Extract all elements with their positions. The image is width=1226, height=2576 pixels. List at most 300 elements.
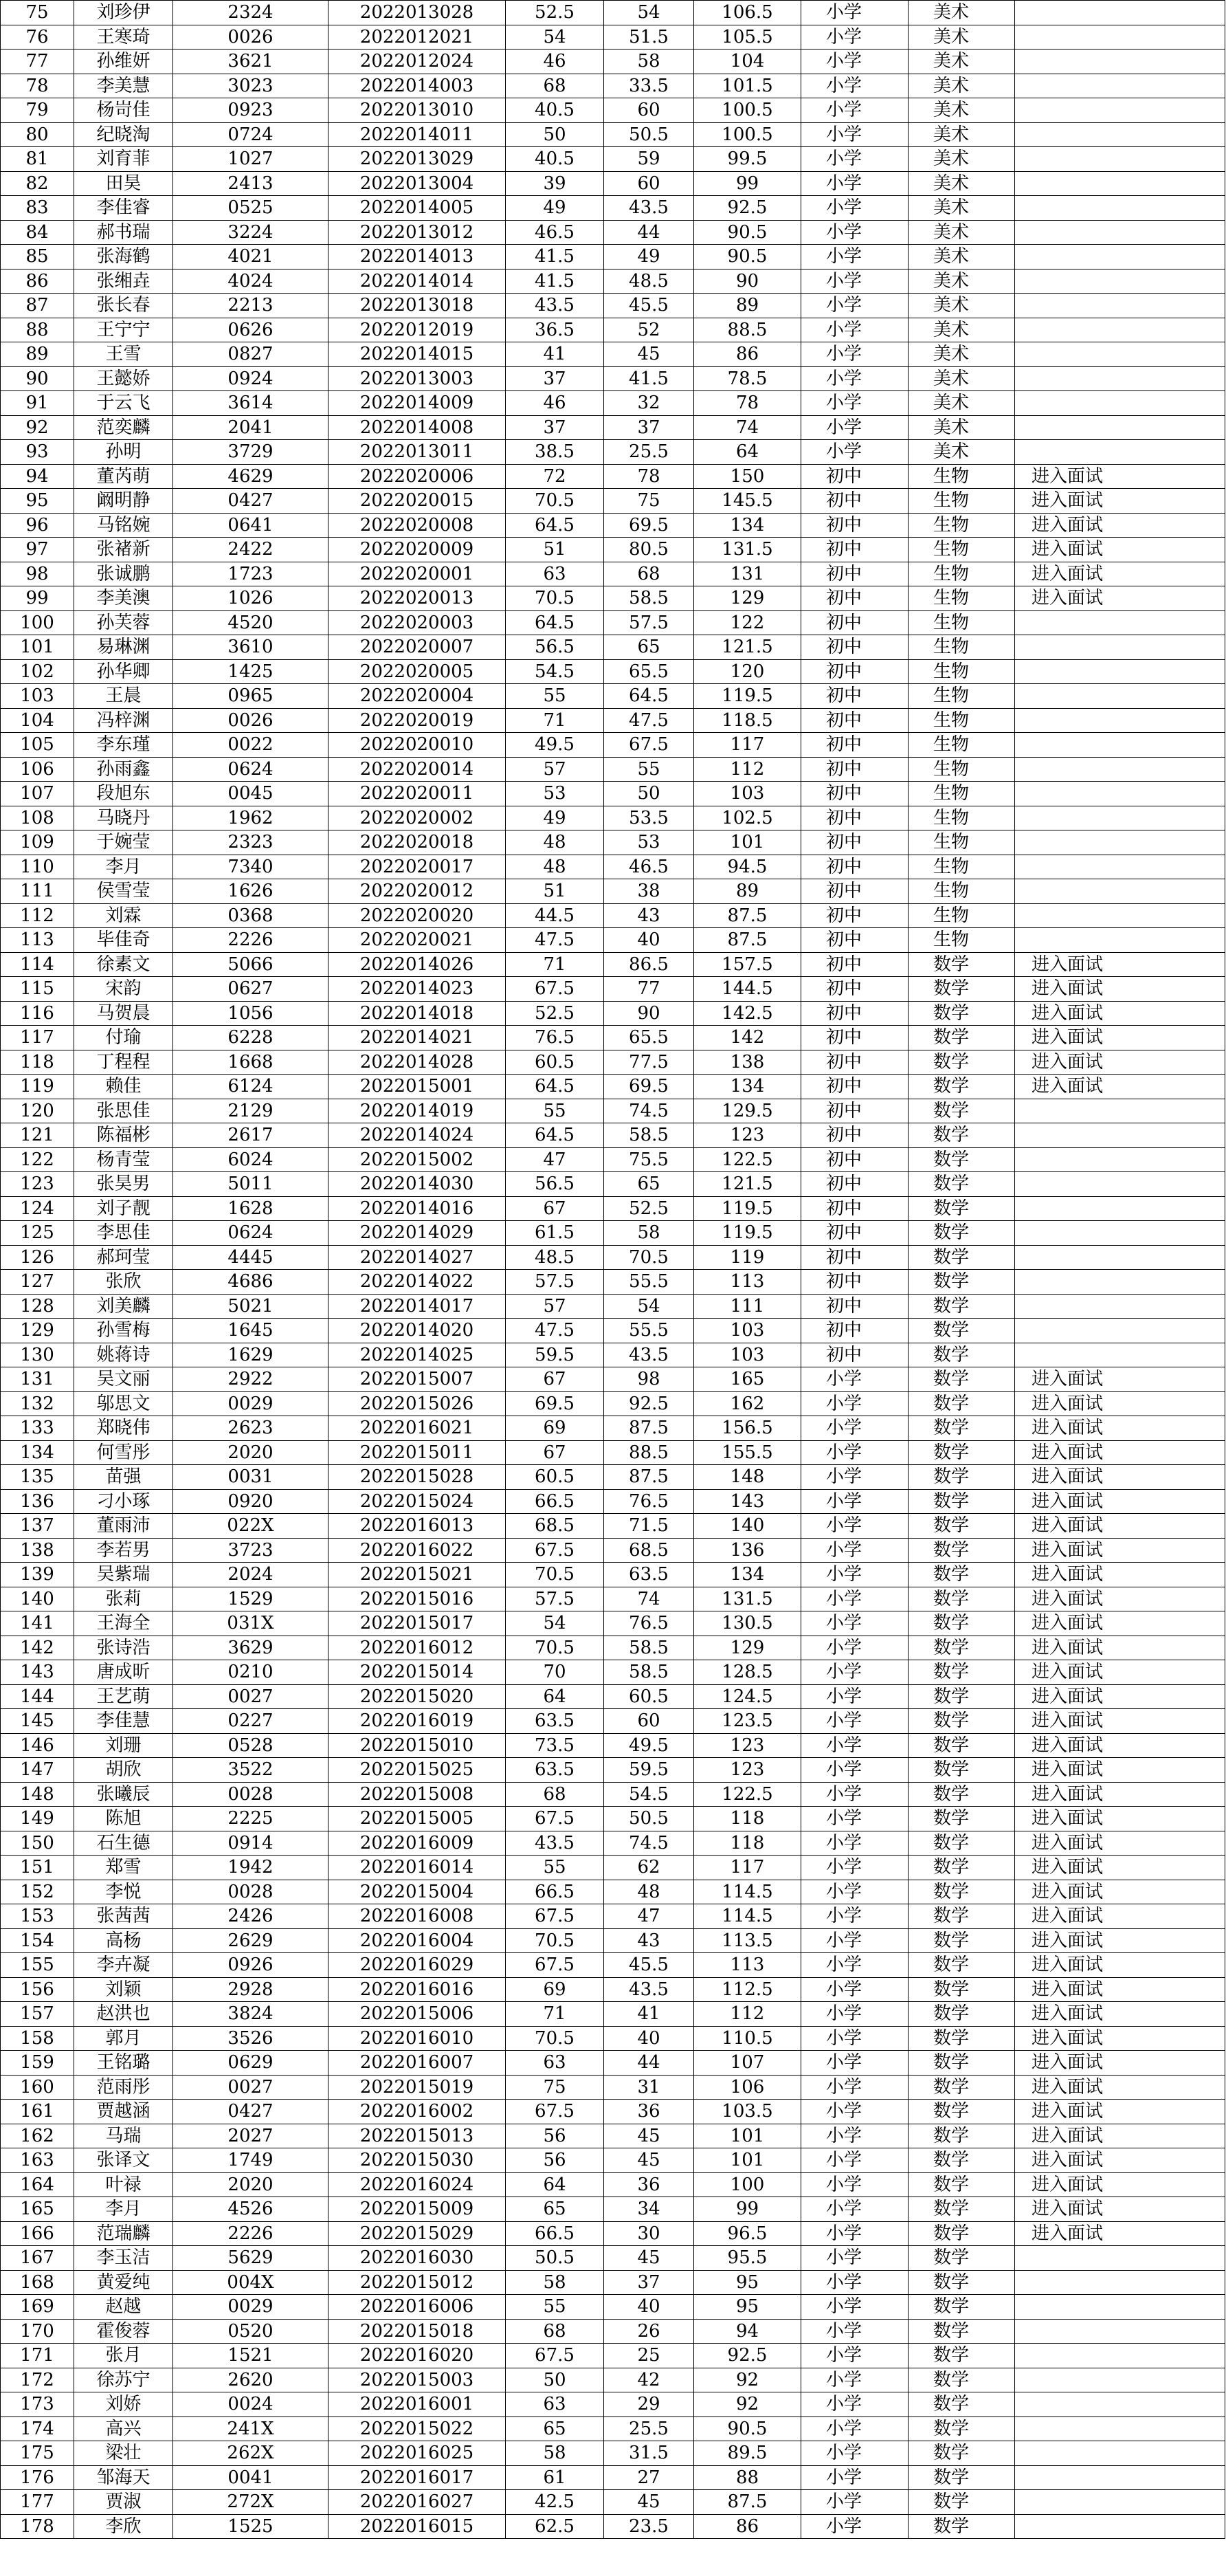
candidate-name-cell: 李佳慧	[74, 1709, 173, 1734]
score-b-cell: 40	[604, 2295, 694, 2320]
row-number-cell: 119	[1, 1075, 74, 1099]
school-level-cell: 小学	[801, 1367, 909, 1392]
school-level-cell: 小学	[801, 415, 909, 440]
total-score-cell: 78	[694, 391, 801, 416]
school-level-cell: 初中	[801, 708, 909, 733]
total-score-cell: 117	[694, 1856, 801, 1880]
subject-cell: 数学	[909, 2148, 1015, 2173]
subject-cell: 美术	[909, 318, 1015, 342]
table-row	[1, 1391, 1225, 1416]
score-a-cell: 67.5	[506, 1904, 604, 1929]
interview-note-cell	[1015, 2392, 1225, 2417]
subject-cell: 数学	[909, 2026, 1015, 2051]
school-level-cell: 初中	[801, 586, 909, 611]
school-level-cell: 小学	[801, 220, 909, 245]
table-row	[1, 1465, 1225, 1490]
interview-note-cell: 进入面试	[1015, 2148, 1225, 2173]
row-number-cell: 157	[1, 2002, 74, 2027]
exam-number-cell: 2022016008	[328, 1904, 506, 1929]
score-b-cell: 54	[604, 1, 694, 25]
id-suffix-cell: 5011	[173, 1172, 328, 1197]
exam-number-cell: 2022020011	[328, 782, 506, 806]
score-a-cell: 52.5	[506, 1, 604, 25]
exam-number-cell: 2022016002	[328, 2100, 506, 2124]
total-score-cell: 124.5	[694, 1684, 801, 1709]
score-b-cell: 26	[604, 2319, 694, 2344]
row-number-cell: 151	[1, 1856, 74, 1880]
school-level-cell: 小学	[801, 1660, 909, 1685]
row-number-cell: 169	[1, 2295, 74, 2320]
candidate-name-cell: 李美慧	[74, 74, 173, 98]
total-score-cell: 74	[694, 415, 801, 440]
candidate-name-cell: 孙维妍	[74, 49, 173, 74]
id-suffix-cell: 1942	[173, 1856, 328, 1880]
exam-number-cell: 2022014005	[328, 196, 506, 221]
candidate-name-cell: 丁程程	[74, 1050, 173, 1075]
total-score-cell: 103	[694, 782, 801, 806]
subject-cell: 美术	[909, 245, 1015, 269]
interview-note-cell: 进入面试	[1015, 2124, 1225, 2148]
exam-number-cell: 2022014017	[328, 1294, 506, 1319]
school-level-cell: 初中	[801, 1026, 909, 1050]
school-level-cell: 小学	[801, 2368, 909, 2392]
subject-cell: 美术	[909, 366, 1015, 391]
score-b-cell: 45	[604, 2246, 694, 2271]
row-number-cell: 162	[1, 2124, 74, 2148]
school-level-cell: 小学	[801, 391, 909, 416]
score-a-cell: 50	[506, 2368, 604, 2392]
school-level-cell: 小学	[801, 2344, 909, 2368]
score-a-cell: 63.5	[506, 1758, 604, 1783]
id-suffix-cell: 0641	[173, 513, 328, 538]
score-a-cell: 40.5	[506, 147, 604, 172]
candidate-name-cell: 郝珂莹	[74, 1245, 173, 1270]
interview-note-cell: 进入面试	[1015, 1611, 1225, 1636]
id-suffix-cell: 2629	[173, 1928, 328, 1953]
total-score-cell: 123	[694, 1733, 801, 1758]
candidate-name-cell: 李美澳	[74, 586, 173, 611]
candidate-name-cell: 张诗浩	[74, 1636, 173, 1660]
score-a-cell: 69	[506, 1416, 604, 1441]
subject-cell: 数学	[909, 1367, 1015, 1392]
school-level-cell: 小学	[801, 25, 909, 49]
score-b-cell: 36	[604, 2100, 694, 2124]
score-b-cell: 62	[604, 1856, 694, 1880]
total-score-cell: 101.5	[694, 74, 801, 98]
score-a-cell: 72	[506, 464, 604, 489]
score-b-cell: 67.5	[604, 733, 694, 758]
candidate-name-cell: 杨青莹	[74, 1147, 173, 1172]
school-level-cell: 小学	[801, 2051, 909, 2076]
candidate-name-cell: 张缃垚	[74, 269, 173, 294]
score-a-cell: 37	[506, 415, 604, 440]
candidate-name-cell: 马贺晨	[74, 1001, 173, 1026]
subject-cell: 数学	[909, 2344, 1015, 2368]
score-b-cell: 80.5	[604, 538, 694, 562]
interview-note-cell	[1015, 366, 1225, 391]
id-suffix-cell: 0031	[173, 1465, 328, 1490]
school-level-cell: 小学	[801, 1391, 909, 1416]
candidate-name-cell: 于婉莹	[74, 830, 173, 855]
school-level-cell: 小学	[801, 2148, 909, 2173]
school-level-cell: 初中	[801, 1099, 909, 1123]
score-b-cell: 46.5	[604, 855, 694, 879]
id-suffix-cell: 2020	[173, 1440, 328, 1465]
score-b-cell: 31.5	[604, 2441, 694, 2466]
subject-cell: 数学	[909, 1440, 1015, 1465]
exam-number-cell: 2022016025	[328, 2441, 506, 2466]
exam-number-cell: 2022015019	[328, 2075, 506, 2100]
exam-number-cell: 2022020021	[328, 928, 506, 953]
school-level-cell: 小学	[801, 1489, 909, 1514]
score-a-cell: 63.5	[506, 1709, 604, 1734]
exam-number-cell: 2022020005	[328, 659, 506, 684]
total-score-cell: 114.5	[694, 1904, 801, 1929]
score-b-cell: 45	[604, 2490, 694, 2515]
table-row	[1, 1221, 1225, 1246]
interview-note-cell	[1015, 25, 1225, 49]
score-b-cell: 74	[604, 1587, 694, 1611]
table-row	[1, 25, 1225, 49]
score-a-cell: 64.5	[506, 1075, 604, 1099]
score-b-cell: 77	[604, 977, 694, 1002]
candidate-name-cell: 张曦辰	[74, 1782, 173, 1807]
candidate-name-cell: 徐苏宁	[74, 2368, 173, 2392]
interview-note-cell	[1015, 147, 1225, 172]
id-suffix-cell: 2323	[173, 830, 328, 855]
candidate-name-cell: 贾越涵	[74, 2100, 173, 2124]
total-score-cell: 89	[694, 294, 801, 318]
score-a-cell: 55	[506, 2295, 604, 2320]
row-number-cell: 88	[1, 318, 74, 342]
exam-number-cell: 2022013018	[328, 294, 506, 318]
exam-number-cell: 2022014021	[328, 1026, 506, 1050]
table-row	[1, 1270, 1225, 1295]
subject-cell: 数学	[909, 2417, 1015, 2441]
interview-note-cell	[1015, 1196, 1225, 1221]
subject-cell: 数学	[909, 2392, 1015, 2417]
total-score-cell: 148	[694, 1465, 801, 1490]
table-row	[1, 757, 1225, 782]
score-b-cell: 60	[604, 171, 694, 196]
id-suffix-cell: 0024	[173, 2392, 328, 2417]
score-a-cell: 56	[506, 2124, 604, 2148]
row-number-cell: 150	[1, 1831, 74, 1856]
candidate-name-cell: 唐成昕	[74, 1660, 173, 1685]
total-score-cell: 134	[694, 1075, 801, 1099]
total-score-cell: 89	[694, 879, 801, 904]
candidate-name-cell: 侯雪莹	[74, 879, 173, 904]
subject-cell: 数学	[909, 1001, 1015, 1026]
score-b-cell: 29	[604, 2392, 694, 2417]
candidate-name-cell: 李卉凝	[74, 1953, 173, 1978]
id-suffix-cell: 0920	[173, 1489, 328, 1514]
exam-number-cell: 2022020004	[328, 684, 506, 709]
exam-number-cell: 2022015028	[328, 1465, 506, 1490]
subject-cell: 生物	[909, 830, 1015, 855]
score-a-cell: 65	[506, 2197, 604, 2222]
subject-cell: 数学	[909, 1319, 1015, 1343]
interview-note-cell	[1015, 2344, 1225, 2368]
table-row	[1, 1196, 1225, 1221]
score-a-cell: 60.5	[506, 1050, 604, 1075]
score-a-cell: 50	[506, 122, 604, 147]
total-score-cell: 88	[694, 2465, 801, 2490]
subject-cell: 生物	[909, 879, 1015, 904]
row-number-cell: 176	[1, 2465, 74, 2490]
subject-cell: 美术	[909, 98, 1015, 123]
exam-number-cell: 2022016006	[328, 2295, 506, 2320]
row-number-cell: 166	[1, 2221, 74, 2246]
school-level-cell: 初中	[801, 757, 909, 782]
id-suffix-cell: 0626	[173, 318, 328, 342]
score-b-cell: 44	[604, 2051, 694, 2076]
score-b-cell: 69.5	[604, 1075, 694, 1099]
subject-cell: 数学	[909, 1928, 1015, 1953]
id-suffix-cell: 2027	[173, 2124, 328, 2148]
score-a-cell: 36.5	[506, 318, 604, 342]
interview-note-cell	[1015, 245, 1225, 269]
exam-number-cell: 2022014018	[328, 1001, 506, 1026]
table-row	[1, 2417, 1225, 2441]
interview-note-cell: 进入面试	[1015, 2172, 1225, 2197]
candidate-name-cell: 马晓丹	[74, 806, 173, 830]
school-level-cell: 小学	[801, 2392, 909, 2417]
table-row	[1, 2172, 1225, 2197]
exam-number-cell: 2022016010	[328, 2026, 506, 2051]
table-row	[1, 1660, 1225, 1685]
candidate-name-cell: 何雪彤	[74, 1440, 173, 1465]
score-b-cell: 45.5	[604, 294, 694, 318]
score-a-cell: 55	[506, 684, 604, 709]
candidate-name-cell: 李欣	[74, 2514, 173, 2539]
total-score-cell: 123	[694, 1758, 801, 1783]
subject-cell: 生物	[909, 928, 1015, 953]
row-number-cell: 153	[1, 1904, 74, 1929]
exam-number-cell: 2022020002	[328, 806, 506, 830]
school-level-cell: 小学	[801, 1831, 909, 1856]
interview-note-cell: 进入面试	[1015, 1026, 1225, 1050]
exam-number-cell: 2022016007	[328, 2051, 506, 2076]
id-suffix-cell: 3610	[173, 635, 328, 660]
score-b-cell: 31	[604, 2075, 694, 2100]
total-score-cell: 106	[694, 2075, 801, 2100]
id-suffix-cell: 0724	[173, 122, 328, 147]
total-score-cell: 143	[694, 1489, 801, 1514]
table-row	[1, 610, 1225, 635]
subject-cell: 美术	[909, 74, 1015, 98]
score-b-cell: 38	[604, 879, 694, 904]
score-a-cell: 57.5	[506, 1270, 604, 1295]
score-a-cell: 47.5	[506, 1319, 604, 1343]
candidate-name-cell: 高杨	[74, 1928, 173, 1953]
exam-number-cell: 2022015018	[328, 2319, 506, 2344]
row-number-cell: 152	[1, 1880, 74, 1904]
table-row	[1, 2270, 1225, 2295]
school-level-cell: 初中	[801, 635, 909, 660]
interview-note-cell	[1015, 440, 1225, 465]
id-suffix-cell: 4686	[173, 1270, 328, 1295]
school-level-cell: 小学	[801, 2172, 909, 2197]
subject-cell: 数学	[909, 2124, 1015, 2148]
score-a-cell: 66.5	[506, 2221, 604, 2246]
total-score-cell: 95	[694, 2270, 801, 2295]
candidate-name-cell: 田昊	[74, 171, 173, 196]
id-suffix-cell: 0022	[173, 733, 328, 758]
exam-number-cell: 2022020010	[328, 733, 506, 758]
school-level-cell: 小学	[801, 2319, 909, 2344]
interview-note-cell: 进入面试	[1015, 1563, 1225, 1587]
exam-number-cell: 2022014025	[328, 1343, 506, 1367]
row-number-cell: 163	[1, 2148, 74, 2173]
total-score-cell: 110.5	[694, 2026, 801, 2051]
subject-cell: 美术	[909, 391, 1015, 416]
subject-cell: 数学	[909, 1807, 1015, 1831]
row-number-cell: 80	[1, 122, 74, 147]
school-level-cell: 小学	[801, 1636, 909, 1660]
total-score-cell: 142.5	[694, 1001, 801, 1026]
table-row	[1, 1123, 1225, 1148]
candidate-name-cell: 李思佳	[74, 1221, 173, 1246]
interview-note-cell: 进入面试	[1015, 1001, 1225, 1026]
total-score-cell: 130.5	[694, 1611, 801, 1636]
score-a-cell: 70.5	[506, 489, 604, 514]
score-a-cell: 63	[506, 562, 604, 586]
subject-cell: 美术	[909, 147, 1015, 172]
score-a-cell: 56	[506, 2148, 604, 2173]
school-level-cell: 小学	[801, 1904, 909, 1929]
row-number-cell: 129	[1, 1319, 74, 1343]
id-suffix-cell: 2422	[173, 538, 328, 562]
row-number-cell: 91	[1, 391, 74, 416]
interview-note-cell	[1015, 2465, 1225, 2490]
school-level-cell: 初中	[801, 1050, 909, 1075]
exam-number-cell: 2022020014	[328, 757, 506, 782]
total-score-cell: 104	[694, 49, 801, 74]
candidate-name-cell: 刘子靓	[74, 1196, 173, 1221]
candidate-name-cell: 阚明静	[74, 489, 173, 514]
candidate-name-cell: 胡欣	[74, 1758, 173, 1783]
score-a-cell: 67	[506, 1367, 604, 1392]
candidate-name-cell: 刘珍伊	[74, 1, 173, 25]
exam-number-cell: 2022020009	[328, 538, 506, 562]
subject-cell: 数学	[909, 1294, 1015, 1319]
table-row	[1, 1026, 1225, 1050]
score-a-cell: 54	[506, 1611, 604, 1636]
id-suffix-cell: 2623	[173, 1416, 328, 1441]
candidate-name-cell: 张译文	[74, 2148, 173, 2173]
total-score-cell: 94.5	[694, 855, 801, 879]
subject-cell: 数学	[909, 1245, 1015, 1270]
interview-note-cell: 进入面试	[1015, 2197, 1225, 2222]
interview-note-cell	[1015, 2295, 1225, 2320]
table-row	[1, 464, 1225, 489]
table-row	[1, 1856, 1225, 1880]
score-a-cell: 68	[506, 2319, 604, 2344]
exam-number-cell: 2022013010	[328, 98, 506, 123]
score-a-cell: 49	[506, 806, 604, 830]
exam-number-cell: 2022015010	[328, 1733, 506, 1758]
subject-cell: 数学	[909, 2172, 1015, 2197]
interview-note-cell: 进入面试	[1015, 1856, 1225, 1880]
score-a-cell: 64.5	[506, 610, 604, 635]
table-row	[1, 440, 1225, 465]
score-a-cell: 54.5	[506, 659, 604, 684]
total-score-cell: 119	[694, 1245, 801, 1270]
score-a-cell: 41.5	[506, 245, 604, 269]
interview-note-cell	[1015, 2319, 1225, 2344]
score-a-cell: 67.5	[506, 1807, 604, 1831]
row-number-cell: 146	[1, 1733, 74, 1758]
subject-cell: 数学	[909, 1563, 1015, 1587]
interview-note-cell	[1015, 1147, 1225, 1172]
table-row	[1, 1831, 1225, 1856]
exam-number-cell: 2022013003	[328, 366, 506, 391]
candidate-name-cell: 范雨彤	[74, 2075, 173, 2100]
score-a-cell: 67.5	[506, 977, 604, 1002]
row-number-cell: 122	[1, 1147, 74, 1172]
row-number-cell: 140	[1, 1587, 74, 1611]
score-a-cell: 51	[506, 879, 604, 904]
row-number-cell: 154	[1, 1928, 74, 1953]
school-level-cell: 初中	[801, 1270, 909, 1295]
interview-note-cell: 进入面试	[1015, 1391, 1225, 1416]
score-a-cell: 70.5	[506, 1928, 604, 1953]
score-a-cell: 44.5	[506, 903, 604, 928]
score-b-cell: 63.5	[604, 1563, 694, 1587]
total-score-cell: 86	[694, 2514, 801, 2539]
id-suffix-cell: 0827	[173, 342, 328, 367]
subject-cell: 美术	[909, 440, 1015, 465]
total-score-cell: 118	[694, 1807, 801, 1831]
interview-note-cell	[1015, 903, 1225, 928]
school-level-cell: 初中	[801, 782, 909, 806]
total-score-cell: 123.5	[694, 1709, 801, 1734]
row-number-cell: 144	[1, 1684, 74, 1709]
candidate-name-cell: 张思佳	[74, 1099, 173, 1123]
total-score-cell: 134	[694, 1563, 801, 1587]
candidate-name-cell: 付瑜	[74, 1026, 173, 1050]
row-number-cell: 133	[1, 1416, 74, 1441]
interview-note-cell	[1015, 196, 1225, 221]
score-a-cell: 47.5	[506, 928, 604, 953]
exam-number-cell: 2022014020	[328, 1319, 506, 1343]
id-suffix-cell: 1628	[173, 1196, 328, 1221]
score-a-cell: 67.5	[506, 1953, 604, 1978]
id-suffix-cell: 2024	[173, 1563, 328, 1587]
row-number-cell: 96	[1, 513, 74, 538]
score-a-cell: 64	[506, 2172, 604, 2197]
table-row	[1, 2100, 1225, 2124]
exam-number-cell: 2022014016	[328, 1196, 506, 1221]
exam-number-cell: 2022015021	[328, 1563, 506, 1587]
total-score-cell: 136	[694, 1538, 801, 1563]
total-score-cell: 140	[694, 1514, 801, 1539]
row-number-cell: 167	[1, 2246, 74, 2271]
row-number-cell: 98	[1, 562, 74, 586]
exam-number-cell: 2022014008	[328, 415, 506, 440]
score-a-cell: 63	[506, 2051, 604, 2076]
score-b-cell: 55	[604, 757, 694, 782]
table-row	[1, 2002, 1225, 2027]
interview-note-cell: 进入面试	[1015, 513, 1225, 538]
score-a-cell: 49.5	[506, 733, 604, 758]
subject-cell: 数学	[909, 2295, 1015, 2320]
id-suffix-cell: 0227	[173, 1709, 328, 1734]
score-a-cell: 64.5	[506, 513, 604, 538]
candidate-name-cell: 孙华卿	[74, 659, 173, 684]
id-suffix-cell: 0026	[173, 708, 328, 733]
